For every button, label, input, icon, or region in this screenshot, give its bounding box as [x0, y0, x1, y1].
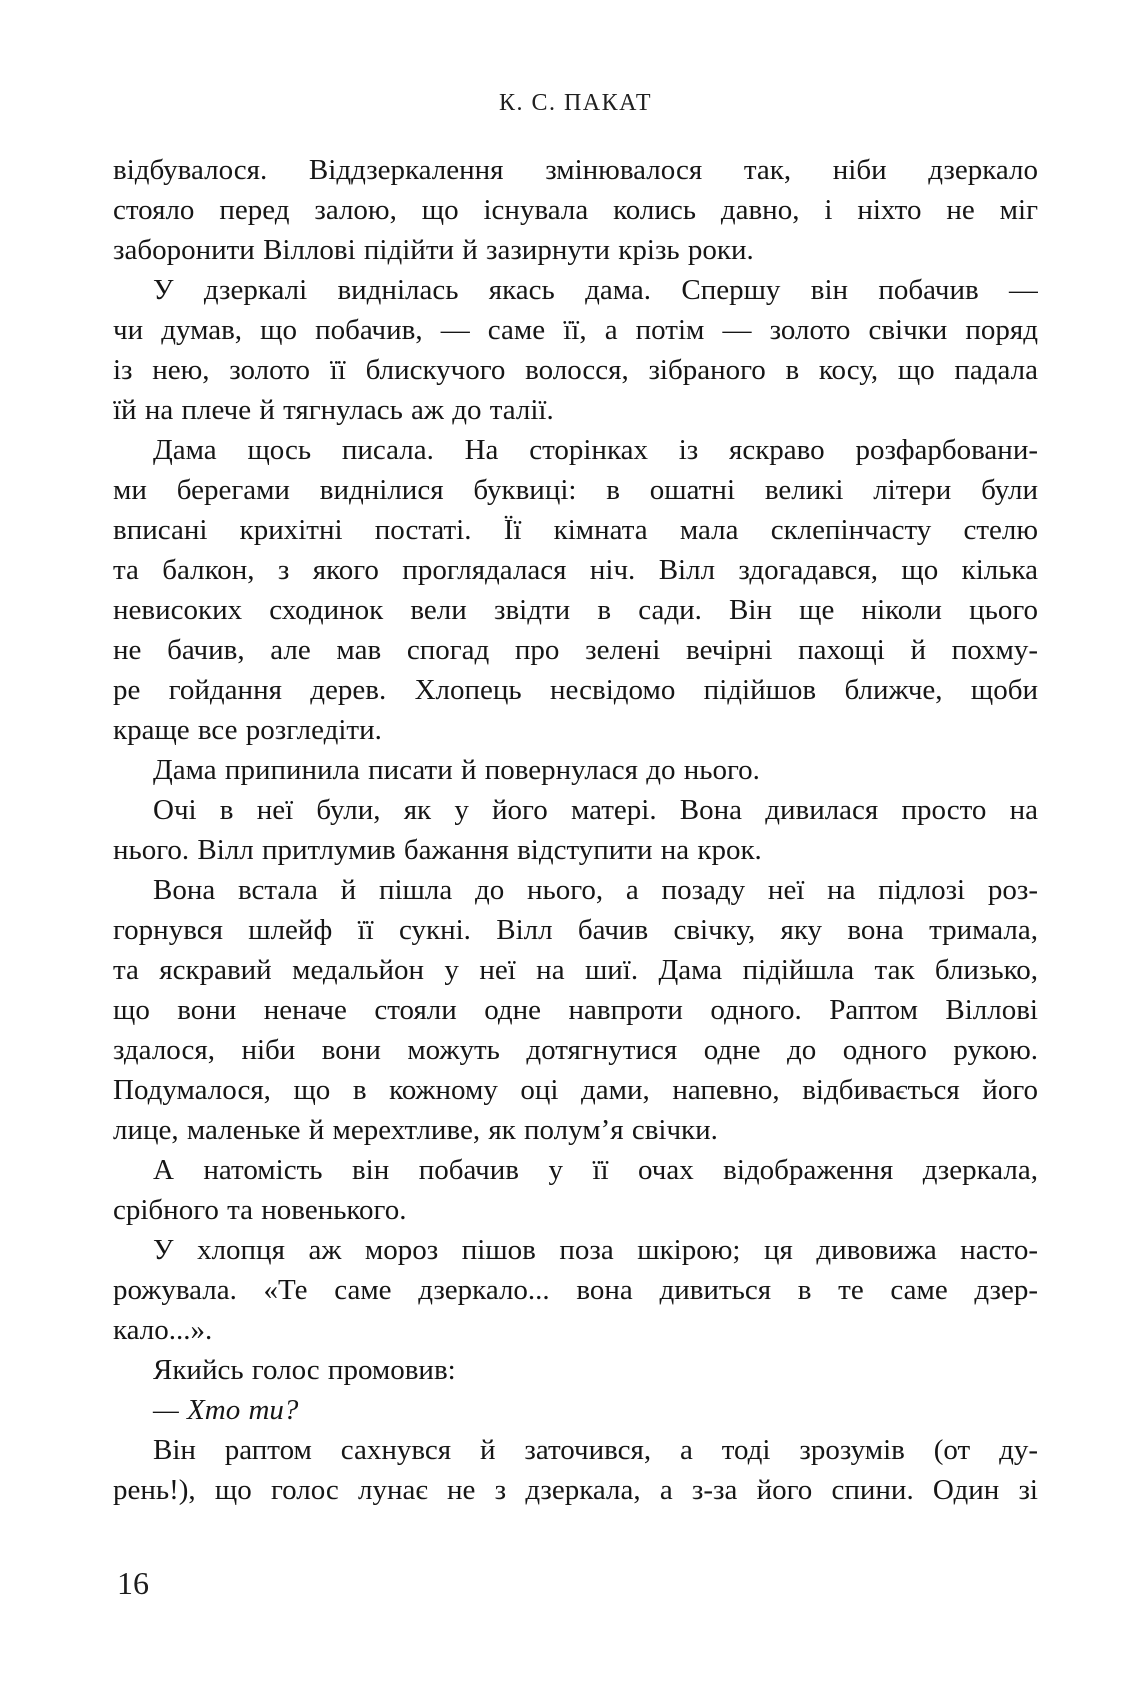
text-line: стояло перед залою, що існувала колись давно, і ніхто не міг	[113, 194, 1038, 226]
text-line: заборонити Віллові підійти й зазирнути крізь роки.	[113, 234, 754, 266]
text-line: невисоких сходинок вели звідти в сади. Він ще ніколи цього	[113, 594, 1038, 626]
text-line: вписані крихітні постаті. Її кімната мала склепінчасту стелю	[113, 514, 1038, 546]
page-number: 16	[117, 1565, 149, 1601]
text-line: із нею, золото її блискучого волосся, зібраного в косу, що падала	[113, 354, 1038, 386]
text-line: та яскравий медальйон у неї на шиї. Дама підійшла так близько,	[113, 954, 1038, 986]
text-line: Він раптом сахнувся й заточився, а тоді зрозумів (от ду-	[153, 1434, 1038, 1466]
text-line: Дама щось писала. На сторінках із яскраво розфарбовани-	[153, 434, 1038, 466]
text-line: Вона встала й пішла до нього, а позаду неї на підлозі роз-	[153, 874, 1038, 906]
text-line: — Хто ти?	[153, 1394, 299, 1426]
text-line: Дама припинила писати й повернулася до нього.	[153, 754, 760, 786]
text-line: та балкон, з якого проглядалася ніч. Вілл здогадався, що кілька	[113, 554, 1038, 586]
text-line: горнувся шлейф її сукні. Вілл бачив свічку, яку вона тримала,	[113, 914, 1038, 946]
text-line: рень!), що голос лунає не з дзеркала, а з-за його спини. Один зі	[113, 1474, 1038, 1506]
text-line: Очі в неї були, як у його матері. Вона дивилася просто на	[153, 794, 1038, 826]
text-line: ре гойдання дерев. Хлопець несвідомо підійшов ближче, щоби	[113, 674, 1038, 706]
text-line: У дзеркалі виднілась якась дама. Спершу він побачив —	[153, 274, 1038, 306]
text-line: не бачив, але мав спогад про зелені вечірні пахощі й похму-	[113, 634, 1038, 666]
running-header: К. С. ПАКАТ	[498, 90, 653, 116]
text-line: рожувала. «Те саме дзеркало... вона дивиться в те саме дзер-	[113, 1274, 1038, 1306]
text-line: краще все розгледіти.	[113, 714, 382, 746]
text-line: У хлопця аж мороз пішов поза шкірою; ця дивовижа насто-	[153, 1234, 1038, 1266]
text-line: Якийсь голос промовив:	[153, 1354, 456, 1386]
text-line: срібного та новенького.	[113, 1194, 407, 1226]
text-line: відбувалося. Віддзеркалення змінювалося так, ніби дзеркало	[113, 154, 1038, 186]
text-line: А натомість він побачив у її очах відображення дзеркала,	[153, 1154, 1038, 1186]
text-block	[113, 150, 1038, 1510]
text-line: кало...».	[113, 1314, 213, 1346]
text-line: здалося, ніби вони можуть дотягнутися одне до одного рукою.	[113, 1034, 1038, 1066]
text-line: ми берегами виднілися буквиці: в ошатні великі літери були	[113, 474, 1038, 506]
text-line: їй на плече й тягнулась аж до талії.	[113, 394, 554, 426]
text-line: що вони неначе стояли одне навпроти одного. Раптом Віллові	[113, 994, 1038, 1026]
text-line: Подумалося, що в кожному оці дами, напевно, відбивається його	[113, 1074, 1038, 1106]
text-line: нього. Вілл притлумив бажання відступити на крок.	[113, 834, 762, 866]
text-line: чи думав, що побачив, — саме її, а потім — золото свічки поряд	[113, 314, 1038, 346]
text-line: лице, маленьке й мерехтливе, як полум’я свічки.	[113, 1114, 718, 1146]
